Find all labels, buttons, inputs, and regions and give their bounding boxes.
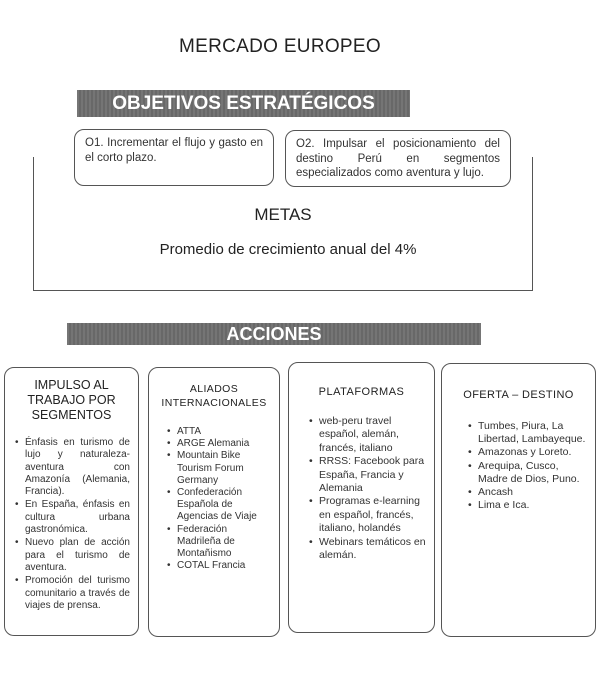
page-title: MERCADO EUROPEO: [179, 36, 381, 57]
bullet-list: [297, 415, 426, 562]
list-item: • Énfasis en turismo de lujo y naturaleza-aventura con Amazonía (Alemania, Francia).: [25, 437, 130, 498]
action-column-aliados: [148, 367, 280, 637]
list-item: • ARGE Alemania: [177, 438, 271, 450]
metas-text: Promedio de crecimiento anual del 4%: [159, 241, 417, 258]
list-item: • Lima e Ica.: [478, 499, 587, 512]
bullet-list: [13, 437, 130, 612]
column-title: IMPULSO AL TRABAJO POR SEGMENTOS: [27, 378, 116, 422]
list-item: • Mountain Bike Tourism Forum Germany: [177, 450, 271, 487]
list-item: • En España, énfasis en cultura urbana gastronómica.: [25, 499, 130, 536]
list-item: • Programas e-learning en español, francés, italiano, holandés: [319, 495, 426, 535]
action-column-oferta-destino: [441, 363, 596, 637]
metas-label: METAS: [254, 205, 312, 224]
list-item: • Nuevo plan de acción para el turismo de aventura.: [25, 537, 130, 574]
list-item: • Tumbes, Piura, La Libertad, Lambayeque.: [478, 420, 587, 446]
column-title: OFERTA – DESTINO: [463, 389, 574, 401]
action-column-plataformas: [288, 362, 435, 633]
list-item: • web-peru travel español, alemán, francés, italiano: [319, 415, 426, 455]
objetivos-banner: OBJETIVOS ESTRATÉGICOS: [77, 90, 410, 117]
bullet-list: [157, 426, 271, 572]
acciones-banner: ACCIONES: [67, 323, 481, 345]
column-title: PLATAFORMAS: [318, 386, 405, 398]
list-item: • RRSS: Facebook para España, Francia y Alemania: [319, 455, 426, 495]
objective-o1: O1. Incrementar el flujo y gasto en el corto plazo.: [74, 129, 274, 186]
list-item: • Ancash: [478, 486, 587, 499]
action-column-segmentos: [4, 367, 139, 636]
list-item: • Webinars temáticos en alemán.: [319, 536, 426, 563]
list-item: • COTAL Francia: [177, 560, 271, 572]
column-title: ALIADOS INTERNACIONALES: [161, 383, 267, 409]
objective-o2: O2. Impulsar el posicionamiento del destino Perú en segmentos especializados como aventura y lujo.: [285, 130, 511, 187]
list-item: • Arequipa, Cusco, Madre de Dios, Puno.: [478, 460, 587, 486]
list-item: • Promoción del turismo comunitario a través de viajes de prensa.: [25, 575, 130, 612]
list-item: • Federación Madrileña de Montañismo: [177, 524, 271, 561]
list-item: • Amazonas y Loreto.: [478, 446, 587, 459]
bullet-list: [450, 420, 587, 512]
list-item: • Confederación Española de Agencias de Viaje: [177, 487, 271, 524]
list-item: • ATTA: [177, 426, 271, 438]
